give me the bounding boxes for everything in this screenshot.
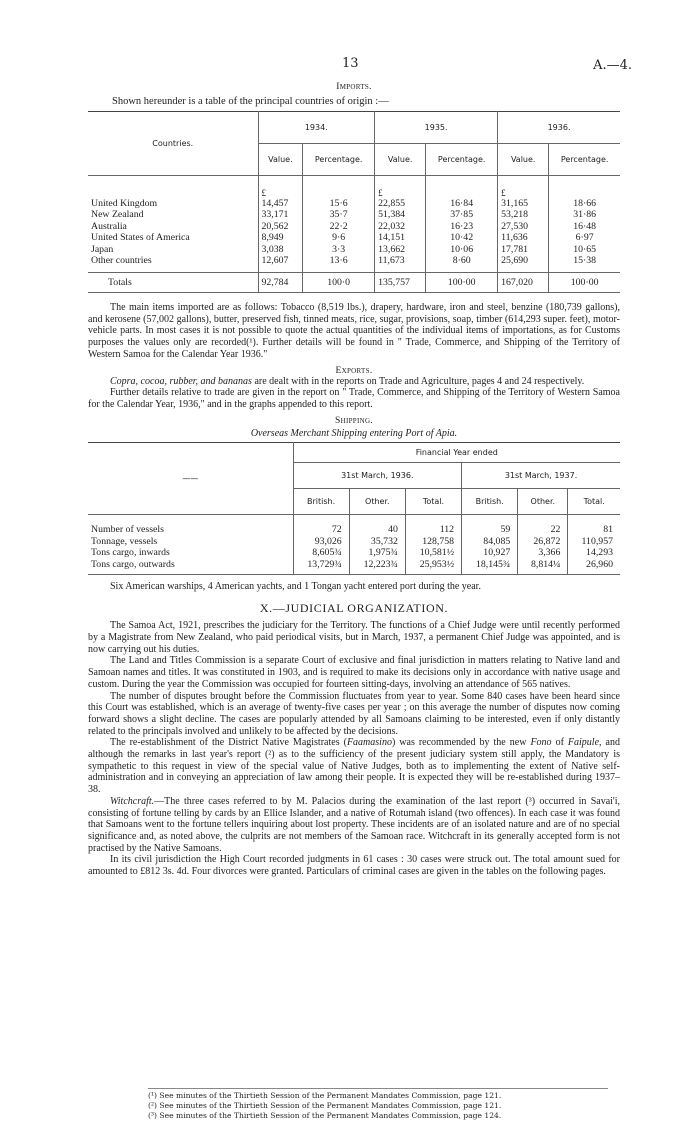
value-cell: 20,562 [258, 221, 303, 233]
total-cell: 92,784 [258, 273, 303, 293]
value-cell: 11,636 [498, 232, 549, 244]
judicial-paragraph-3: The number of disputes brought before the Commission fluctuates from year to year. Some 840 cases have been heard since this Court was established, which is an average of twenty-five cases per year ; on this average the number of disputes now coming forward shows a slight decline. The cases are popularly attended by all Samoans claiming to be interested, even if only distantly related to the principals involved and unlikely to be affected by the decisions. [88, 690, 620, 737]
value-cell: 51,384 [375, 209, 426, 221]
col-total: Total. [405, 488, 461, 514]
term-faipule: Faipule [567, 737, 600, 749]
document-reference: A.—4. [593, 58, 632, 73]
col-british: British. [462, 488, 518, 514]
value-cell: 31,165 [498, 198, 549, 210]
shipping-note: Six American warships, 4 American yachts, and 1 Tongan yacht entered port during the year. [110, 580, 481, 592]
imports-paragraph: The main items imported are as follows: Tobacco (8,519 lbs.), drapery, hardware, iron and steel, benzine (180,739 gallons), and kerosene (57,002 gallons), butter, preserved fish, tinned meats, rice, sugar, provisions, soap, timber (614,293 super. feet), motor-vehicle parts. In most cases it is not possible to quote the actual quantities of the individual items of importations, as for Customs purposes the values only are recorded(¹). Further details will be found in " Trade, Commerce, and Shipping of the Territory of Western Samoa for the Calendar Year 1936." [88, 302, 620, 360]
value-cell: 22,855 [375, 198, 426, 210]
text-run: , and although the remarks in last year's report (²) as to the sufficiency of the present judiciary system still apply, the Mandatory is sympathetic to this request in view of the special value of Native Judges, both as to implementing the extent of Native self-administration and in conveying an appreciation of law among their people. It is expected they will be re-established during 1937–38. [88, 737, 620, 796]
total-cell: 100·00 [426, 273, 498, 293]
other-cell: 8,814¼ [518, 559, 568, 571]
country: Japan [91, 243, 114, 255]
other-cell: 3,366 [518, 547, 568, 559]
value-cell: 53,218 [498, 209, 549, 221]
text-run: ) was recommended by the new [391, 737, 531, 749]
row-label: Number of vessels [91, 524, 164, 536]
percentage-cell: 15·6 [303, 198, 375, 210]
country: United States of America [91, 232, 190, 244]
exports-paragraph-2: Further details relative to trade are given in the report on " Trade, Commerce, and Shipping of the Territory of Western Samoa for the Calendar Year, 1936," and in the graphs appended to this report. [88, 387, 620, 410]
witchcraft-title: Witchcraft. [110, 795, 155, 807]
currency-symbol: £ [375, 176, 426, 198]
other-cell: 22 [518, 524, 568, 536]
country: Australia [91, 220, 127, 232]
percentage-cell: 6·97 [549, 232, 620, 244]
term-fono: Fono [530, 737, 552, 749]
value-cell: 8,949 [258, 232, 303, 244]
percentage-cell: 18·66 [549, 198, 620, 210]
col-total: Total. [568, 488, 620, 514]
imports-intro: Shown hereunder is a table of the principal countries of origin :— [112, 96, 389, 107]
col-percentage: Percentage. [426, 144, 498, 176]
col-other: Other. [518, 488, 568, 514]
table-row [88, 244, 620, 256]
percentage-cell: 8·60 [426, 255, 498, 267]
year-1936: 1936. [498, 112, 620, 144]
value-cell: 13,662 [375, 244, 426, 256]
imports-heading: Imports. [336, 82, 372, 92]
percentage-cell: 31·86 [549, 209, 620, 221]
british-cell: 84,085 [462, 536, 518, 548]
total-cell: 26,960 [568, 559, 620, 571]
footnote-3: (³) See minutes of the Thirtieth Session of the Permanent Mandates Commission, page 124. [148, 1111, 502, 1120]
judicial-paragraph-6: In its civil jurisdiction the High Court recorded judgments in 61 cases : 30 cases were struck out. The total amount sued for amounted to £812 3s. 4d. Four divorces were granted. Particulars of criminal cases are given in the tables on the following pages. [88, 854, 620, 878]
total-cell: 100·00 [549, 273, 620, 293]
year-1936: 31st March, 1936. [293, 462, 462, 488]
total-cell: 135,757 [375, 273, 426, 293]
judicial-paragraph-4 [88, 737, 620, 796]
footnote-2: (²) See minutes of the Thirtieth Session of the Permanent Mandates Commission, page 121. [148, 1101, 502, 1110]
exports-paragraph-1 [88, 376, 620, 388]
page-body [88, 82, 620, 878]
judicial-paragraph-5 [88, 796, 620, 855]
british-cell: 59 [462, 524, 518, 536]
footnotes [148, 1088, 608, 1121]
total-cell: 81 [568, 524, 620, 536]
percentage-cell: 13·6 [303, 255, 375, 267]
percentage-cell: 16·84 [426, 198, 498, 210]
percentage-cell: 9·6 [303, 232, 375, 244]
footnote-1: (¹) See minutes of the Thirtieth Session of the Permanent Mandates Commission, page 121. [148, 1091, 502, 1100]
value-cell: 27,530 [498, 221, 549, 233]
totals-label: Totals [88, 273, 258, 293]
total-cell: 25,953½ [405, 559, 461, 571]
value-cell: 22,032 [375, 221, 426, 233]
value-cell: 17,781 [498, 244, 549, 256]
export-products: Copra, cocoa, rubber, and bananas [110, 375, 252, 387]
british-cell: 72 [293, 524, 349, 536]
country: United Kingdom [91, 197, 158, 209]
table-row [88, 221, 620, 233]
row-label: Tons cargo, inwards [91, 547, 170, 559]
percentage-cell: 35·7 [303, 209, 375, 221]
other-cell: 35,732 [349, 536, 405, 548]
value-cell: 14,151 [375, 232, 426, 244]
percentage-cell: 3·3 [303, 244, 375, 256]
shipping-table [88, 442, 620, 575]
total-cell: 112 [405, 524, 461, 536]
col-british: British. [293, 488, 349, 514]
currency-symbol: £ [258, 176, 303, 198]
table-row [88, 232, 620, 244]
total-cell: 14,293 [568, 547, 620, 559]
dash: —— [88, 442, 293, 514]
term-faamasino: Faamasino [346, 737, 392, 749]
judicial-paragraph-1: The Samoa Act, 1921, prescribes the judiciary for the Territory. The functions of a Chief Judge were until recently performed by a Magistrate from New Zealand, who paid periodical visits, but in March, 1937, a permanent Chief Judge was appointed, and is now carrying out his duties. [88, 620, 620, 655]
value-cell: 25,690 [498, 255, 549, 267]
percentage-cell: 10·42 [426, 232, 498, 244]
british-cell: 13,729¾ [293, 559, 349, 571]
british-cell: 18,145¾ [462, 559, 518, 571]
text-run: The re-establishment of the District Native Magistrates ( [110, 737, 347, 749]
percentage-cell: 16·48 [549, 221, 620, 233]
shipping-heading: Shipping. [335, 415, 373, 426]
export-text: are dealt with in the reports on Trade and Agriculture, pages 4 and 24 respectively. [251, 375, 585, 387]
table-row [88, 198, 620, 210]
table-row [88, 559, 620, 571]
percentage-cell: 37·85 [426, 209, 498, 221]
year-1935: 1935. [375, 112, 498, 144]
col-value: Value. [498, 144, 549, 176]
imports-table [88, 111, 620, 293]
table-row [88, 524, 620, 536]
col-percentage: Percentage. [549, 144, 620, 176]
row-label: Tonnage, vessels [91, 535, 158, 547]
country: Other countries [91, 255, 152, 267]
total-cell: 110,957 [568, 536, 620, 548]
value-cell: 33,171 [258, 209, 303, 221]
text-run: —The three cases referred to by M. Palacios during the examination of the last report (³) occurred in Savai'i, consisting of fortune telling by cards by an Ellice Islander, and a native of Rotumah island (two offences). In each case it was found that Samoans went to the fortune tellers inquiring about lost property. These incidents are of an isolated nature and are of no special significance and, as noted above, the culprits are not members of the Samoan race. Witchcraft in its generally accepted form is not practised by the Native Samoans. [88, 795, 620, 854]
currency-symbol: £ [498, 176, 549, 198]
value-cell: 11,673 [375, 255, 426, 267]
british-cell: 10,927 [462, 547, 518, 559]
percentage-cell: 22·2 [303, 221, 375, 233]
country: New Zealand [91, 209, 144, 221]
british-cell: 8,605¾ [293, 547, 349, 559]
year-1937: 31st March, 1937. [462, 462, 620, 488]
col-value: Value. [258, 144, 303, 176]
col-value: Value. [375, 144, 426, 176]
percentage-cell: 10·65 [549, 244, 620, 256]
year-1934: 1934. [258, 112, 375, 144]
british-cell: 93,026 [293, 536, 349, 548]
other-cell: 26,872 [518, 536, 568, 548]
table-row [88, 536, 620, 548]
shipping-subheading: Overseas Merchant Shipping entering Port of Apia. [250, 427, 458, 439]
exports-heading: Exports. [335, 365, 373, 376]
row-label: Tons cargo, outwards [91, 558, 175, 570]
text-run: of [551, 737, 568, 749]
table-row [88, 255, 620, 267]
table-row [88, 547, 620, 559]
page-number: 13 [342, 56, 359, 71]
percentage-cell: 16·23 [426, 221, 498, 233]
total-cell: 167,020 [498, 273, 549, 293]
value-cell: 3,038 [258, 244, 303, 256]
col-countries: Countries. [88, 112, 258, 176]
value-cell: 12,607 [258, 255, 303, 267]
total-cell: 128,758 [405, 536, 461, 548]
other-cell: 1,975¾ [349, 547, 405, 559]
percentage-cell: 10·06 [426, 244, 498, 256]
col-percentage: Percentage. [303, 144, 375, 176]
total-cell: 100·0 [303, 273, 375, 293]
col-other: Other. [349, 488, 405, 514]
table-row [88, 209, 620, 221]
value-cell: 14,457 [258, 198, 303, 210]
judicial-paragraph-2: The Land and Titles Commission is a separate Court of exclusive and final jurisdiction in matters relating to Native land and Samoan names and titles. It was constituted in 1903, and is required to make its decisions only in accordance with native usage and custom. During the year the Commission was occupied for fourteen sitting-days, involving an attendance of 565 natives. [88, 655, 620, 690]
other-cell: 40 [349, 524, 405, 536]
other-cell: 12,223¾ [349, 559, 405, 571]
financial-year-heading: Financial Year ended [293, 442, 620, 462]
total-cell: 10,581½ [405, 547, 461, 559]
percentage-cell: 15·38 [549, 255, 620, 267]
judicial-heading: X.—JUDICIAL ORGANIZATION. [259, 601, 449, 616]
